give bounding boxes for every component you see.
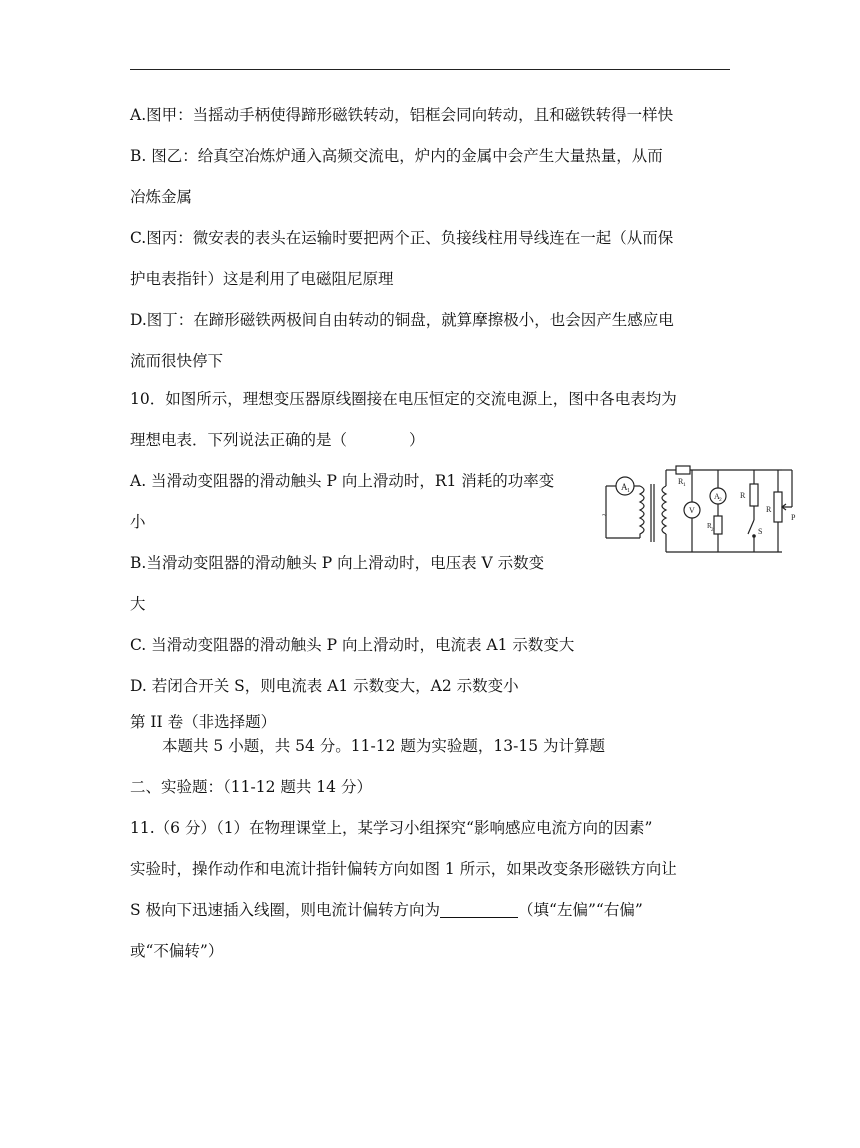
question-11-line1: 11.（6 分）（1）在物理课堂上，某学习小组探究“影响感应电流方向的因素”: [130, 819, 653, 837]
section-2-note: 本题共 5 小题，共 54 分。11-12 题为实验题，13-15 为计算题: [162, 737, 606, 755]
transformer-circuit-figure: [596, 462, 810, 558]
question-11-line3: [130, 899, 643, 921]
option-b-prev-line2: 冶炼金属: [130, 188, 193, 206]
resistor-r2-symbol: [714, 516, 722, 534]
question-11-line3-after-blank: （填“左偏”“右偏”: [518, 901, 643, 919]
question-11-line2: 实验时，操作动作和电流计指针偏转方向如图 1 所示，如果改变条形磁铁方向让: [130, 860, 677, 878]
part-2-heading: 二、实验题：（11-12 题共 14 分）: [130, 778, 372, 796]
ammeter-a2-label: A: [714, 492, 720, 501]
question-11-line4: 或“不偏转”）: [130, 942, 224, 960]
header-rule: [130, 69, 730, 70]
option-d-prev-line1: D.图丁：在蹄形磁铁两极间自由转动的铜盘，就算摩擦极小，也会因产生感应电: [130, 311, 674, 329]
slider-p-label: P: [791, 513, 796, 522]
switch-s-label: S: [758, 527, 763, 536]
question-10-option-a-line2: 小: [130, 513, 146, 531]
resistor-r2-sub: 2: [711, 528, 714, 533]
ammeter-a2-sub: 2: [719, 497, 722, 503]
question-10-option-a-line1: A. 当滑动变阻器的滑动触头 P 向上滑动时，R1 消耗的功率变: [130, 472, 555, 490]
question-10-option-b-line1: B.当滑动变阻器的滑动触头 P 向上滑动时，电压表 V 示数变: [130, 554, 545, 572]
question-10-option-d: D. 若闭合开关 S，则电流表 A1 示数变大，A2 示数变小: [130, 677, 519, 695]
rheostat-symbol: [774, 492, 782, 522]
answer-blank: [440, 901, 518, 918]
rheostat-label: R: [766, 505, 772, 514]
question-10-stem-line1: 10．如图所示，理想变压器原线圈接在电压恒定的交流电源上，图中各电表均为: [130, 390, 677, 408]
question-10-option-b-line2: 大: [130, 595, 146, 613]
option-c-prev-line2: 护电表指针）这是利用了电磁阻尼原理: [130, 270, 394, 288]
resistor-r1-label: R: [678, 477, 684, 486]
option-d-prev-line2: 流而很快停下: [130, 352, 224, 370]
question-10-option-c: C. 当滑动变阻器的滑动触头 P 向上滑动时，电流表 A1 示数变大: [130, 636, 575, 654]
question-11-line3-before-blank: S 极向下迅速插入线圈，则电流计偏转方向为: [130, 901, 441, 919]
ammeter-a1-sub: 1: [627, 488, 630, 494]
option-c-prev-line1: C.图丙：微安表的表头在运输时要把两个正、负接线柱用导线连在一起（从而保: [130, 229, 674, 247]
resistor-r1-symbol: [676, 466, 690, 474]
primary-coil: [640, 486, 644, 538]
secondary-coil: [662, 486, 666, 534]
section-2-title: 第 II 卷（非选择题）: [130, 713, 277, 731]
voltmeter-label: V: [689, 506, 695, 515]
option-b-prev-line1: B. 图乙：给真空冶炼炉通入高频交流电，炉内的金属中会产生大量热量，从而: [130, 147, 663, 165]
resistor-r-label: R: [740, 491, 746, 500]
question-10-stem-line2: 理想电表．下列说法正确的是（ ）: [130, 431, 425, 449]
slider-contact: [782, 504, 792, 510]
resistor-r2-label: R: [707, 522, 712, 530]
switch-s-symbol: [748, 520, 754, 534]
resistor-r-symbol: [750, 484, 758, 506]
ammeter-a1-label: A: [621, 482, 628, 492]
option-a-prev: A.图甲：当摇动手柄使得蹄形磁铁转动，铝框会同向转动，且和磁铁转得一样快: [130, 106, 674, 124]
resistor-r1-sub: 1: [683, 482, 686, 488]
ac-source-label: ~: [602, 510, 607, 520]
